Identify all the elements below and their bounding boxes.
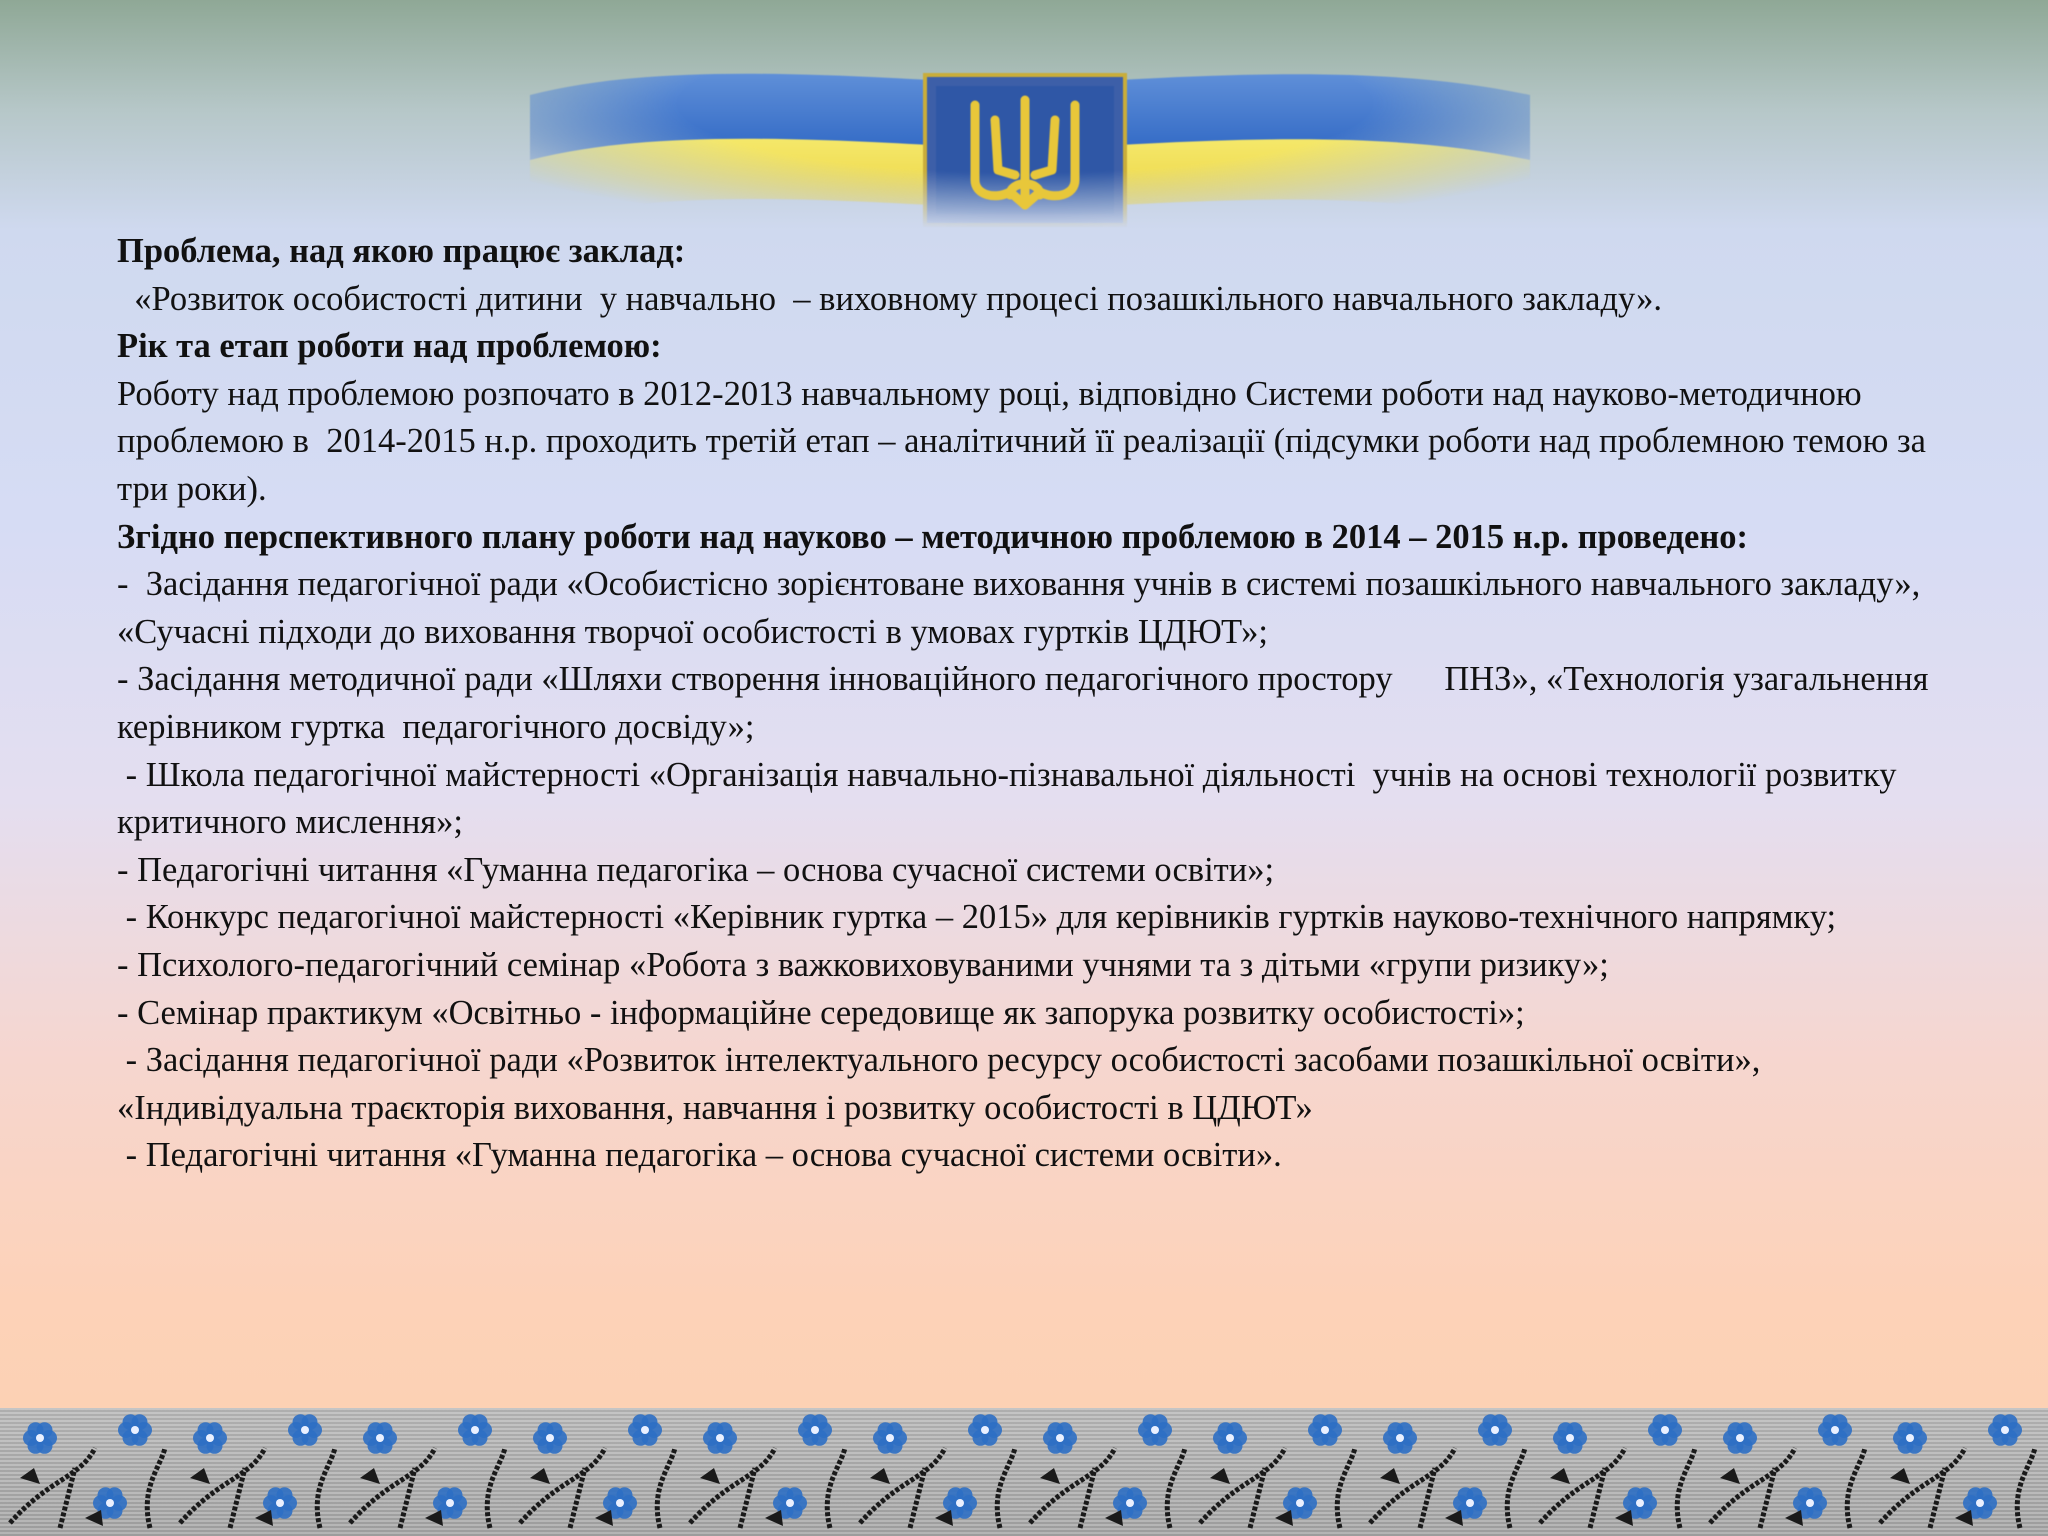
flower-core [786,1499,794,1507]
ornament-stem [350,1448,505,1528]
flower-core [1566,1434,1574,1442]
flower-core [1806,1499,1814,1507]
ornament-leaf [1380,1468,1463,1526]
flower-core [1736,1434,1744,1442]
ornament-stem [860,1448,1015,1528]
flower-core [1151,1426,1159,1434]
flower-core [1056,1434,1064,1442]
flower-core [1976,1499,1984,1507]
ornament-leaf [1550,1468,1633,1526]
flower-core [1636,1499,1644,1507]
list-item: - Семінар практикум «Освітньо - інформаційне середовище як запорука розвитку особистості»; [117,993,1525,1032]
flower-core [376,1434,384,1442]
flower-core [1831,1426,1839,1434]
paragraph-problem-heading: Проблема, над якою працює заклад: [117,232,686,270]
flower-core [956,1499,964,1507]
ornament-stem [10,1448,165,1528]
ornament-leaf [870,1468,953,1526]
ornament-stem [1030,1448,1185,1528]
flower-core [36,1434,44,1442]
list-item: - Засідання педагогічної ради «Розвиток інтелектуального ресурсу особистості засобами позашкільної освіти», «Індивідуальна траєкторія виховання, навчання і розвитку особистості в ЦДЮТ» [117,1041,1769,1127]
list-item: - Конкурс педагогічної майстерності «Керівник гуртка – 2015» для керівників гуртків науково-технічного напрямку; [117,898,1837,937]
embroidery-ornament [0,1408,2048,1536]
flower-core [1226,1434,1234,1442]
list-item: - Педагогічні читання «Гуманна педагогіка – основа сучасної системи освіти». [117,1136,1282,1175]
ornament-leaf [190,1468,273,1526]
flower-core [616,1499,624,1507]
ornament-leaf [1720,1468,1803,1526]
ornament-stem [1540,1448,1695,1528]
ornament-stem [1370,1448,1525,1528]
flower-core [1491,1426,1499,1434]
flower-core [206,1434,214,1442]
list-item: - Засідання педагогічної ради «Особистісно зорієнтоване виховання учнів в системі позашкільного навчального закладу», «Сучасні підходи до виховання творчої особистості в умовах гуртків ЦДЮТ»; [117,565,1929,651]
paragraph-year-heading: Рік та етап роботи над проблемою: [117,327,662,366]
flower-core [1321,1426,1329,1434]
ornament-stem [1200,1448,1355,1528]
ornament-leaf [360,1468,443,1526]
flower-core [1906,1434,1914,1442]
flower-core [546,1434,554,1442]
flower-core [446,1499,454,1507]
flower-core [1661,1426,1669,1434]
list-item: - Школа педагогічної майстерності «Організація навчально-пізнавальної діяльності учнів на основі технології розвитку критичного мислення»; [117,755,1914,842]
flower-core [106,1499,114,1507]
flower-core [1296,1499,1304,1507]
ornament-leaf [20,1468,103,1526]
ornament-leaf [530,1468,613,1526]
ornament-stem [180,1448,335,1528]
flower-core [981,1426,989,1434]
paragraph-problem-text: «Розвиток особистості дитини у навчально – виховному процесі позашкільного навчального закладу». [117,279,1662,318]
ornament-stem [1880,1448,2035,1528]
ornament-leaf [1210,1468,1293,1526]
list-item: - Психолого-педагогічний семінар «Робота з важковиховуваними учнями та з дітьми «групи ризику»; [117,945,1609,984]
flower-core [1126,1499,1134,1507]
ornament-leaf [1040,1468,1123,1526]
ornament-stem [690,1448,845,1528]
text-body [117,228,1937,1180]
flower-core [641,1426,649,1434]
flower-core [301,1426,309,1434]
flower-core [811,1426,819,1434]
flower-core [886,1434,894,1442]
list-item: - Педагогічні читання «Гуманна педагогіка – основа сучасної системи освіти»; [117,850,1275,889]
flower-core [2001,1426,2009,1434]
ornament-leaf [700,1468,783,1526]
flower-core [1466,1499,1474,1507]
flower-core [131,1426,139,1434]
ornament-stem [1710,1448,1865,1528]
list-item: - Засідання методичної ради «Шляхи створення інноваційного педагогічного простору ПНЗ», «Технологія узагальнення керівником гуртка педагогічного досвіду»; [117,660,1938,746]
ornament-leaf [1890,1468,1973,1526]
paragraph-year-text: Роботу над проблемою розпочато в 2012-2013 навчальному році, відповідно Системи роботи над науково-методичною проблемою в 2014-2015 н.р. проходить третій етап – аналітичний її реалізації (підсумки роботи над проблемною темою за три роки). [117,374,1935,508]
paragraph-plan-heading: Згідно перспективного плану роботи над науково – методичною проблемою в 2014 – 2015 н.р. проведено: [117,517,1748,556]
flower-core [276,1499,284,1507]
ornament-stem [520,1448,675,1528]
flower-core [716,1434,724,1442]
flower-core [471,1426,479,1434]
flag-banner [450,0,1600,230]
flower-core [1396,1434,1404,1442]
